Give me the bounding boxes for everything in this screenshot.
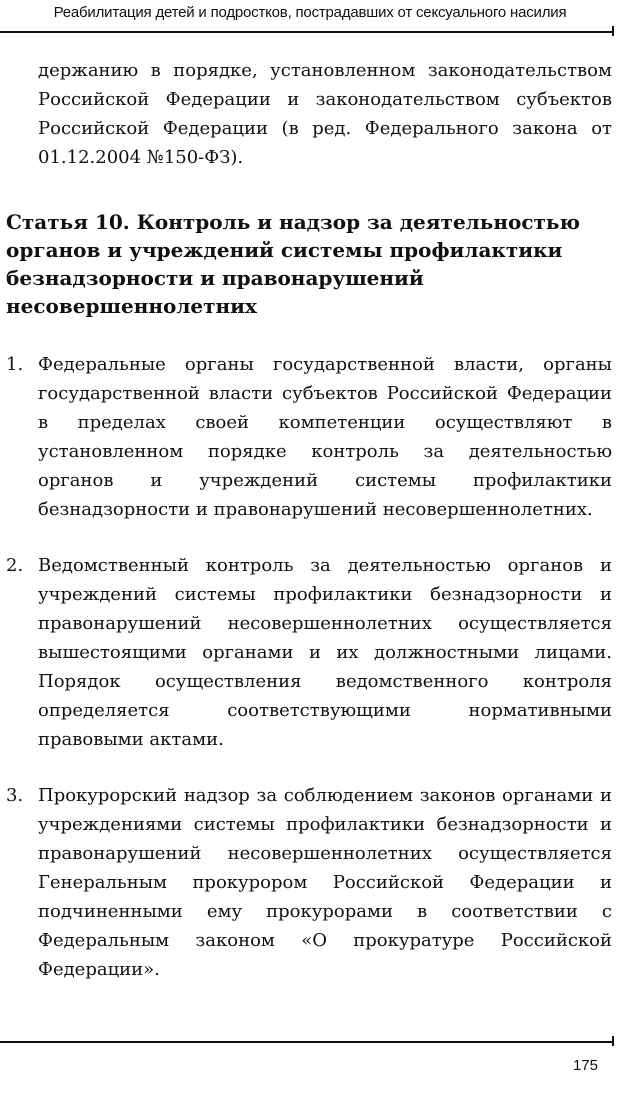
- running-head: Реабилитация детей и подростков, пострадавших от сексуального насилия: [53, 4, 567, 21]
- article-heading: Статья 10. Контроль и надзор за деятельностью органов и учреждений системы профилактики безнадзорности и правонарушений несовершеннолетних: [6, 210, 580, 318]
- item-text: Прокурорский надзор за соблюдением законов органами и учреждениями системы профилактики безнадзорности и правонарушений несовершеннолетних осуществляется Генеральным прокурором Российской Федерации и подчиненными ему прокурорами в соответствии с Федеральным законом «О прокуратуре Российской Федерации».: [38, 785, 612, 980]
- footer-rule: [0, 1041, 614, 1043]
- article-items: [6, 350, 612, 984]
- item-number: 3.: [6, 785, 24, 806]
- item-number: 1.: [6, 354, 24, 375]
- header-rule: [0, 31, 614, 33]
- footer-rule-tick: [612, 1036, 614, 1046]
- list-item: [6, 350, 612, 524]
- header-rule-tick: [612, 26, 614, 36]
- item-text: Ведомственный контроль за деятельностью органов и учреждений системы профилактики безнадзорности и правонарушений несовершеннолетних осуществляется вышестоящими органами и их должностными лицами. Порядок осуществления ведомственного контроля определяется соответствующими нормативными правовыми актами.: [38, 555, 612, 750]
- list-item: [6, 551, 612, 754]
- page-number: 175: [572, 1057, 598, 1074]
- item-text: Федеральные органы государственной власти, органы государственной власти субъектов Российской Федерации в пределах своей компетенции осуществляют в установленном порядке контроль за деятельностью органов и учреждений системы профилактики безнадзорности и правонарушений несовершеннолетних.: [38, 354, 612, 520]
- continuation-paragraph: держанию в порядке, установленном законодательством Российской Федерации и законодательством субъектов Российской Федерации (в ред. Федерального закона от 01.12.2004 №150-ФЗ).: [38, 60, 612, 168]
- page-content: [6, 56, 612, 1011]
- item-number: 2.: [6, 555, 24, 576]
- list-item: [6, 781, 612, 984]
